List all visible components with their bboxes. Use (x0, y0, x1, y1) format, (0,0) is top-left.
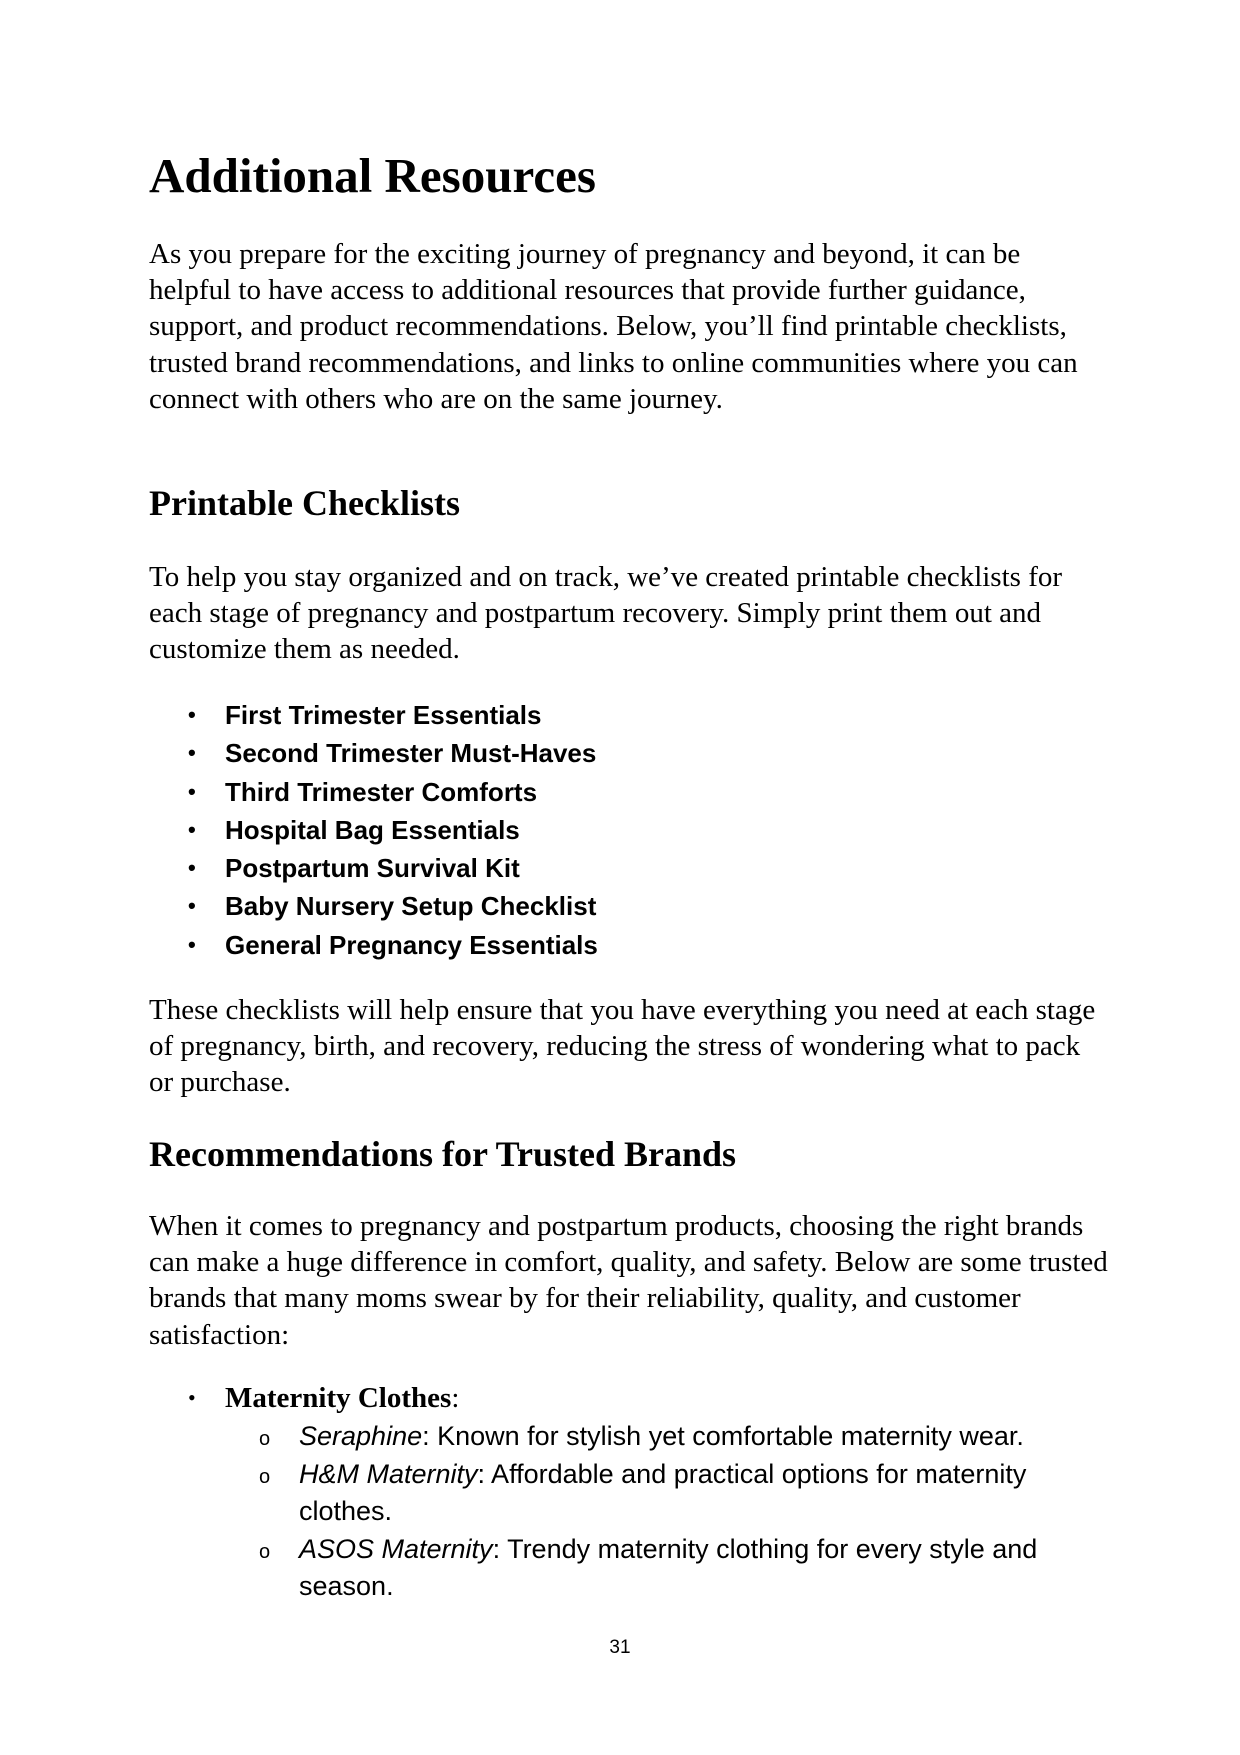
brand-list (149, 1380, 1109, 1606)
brand-item (149, 1418, 1089, 1456)
brand-category-separator: : (451, 1382, 460, 1414)
list-item (149, 773, 598, 811)
bullet-icon: • (188, 816, 196, 842)
brand-item (149, 1531, 1089, 1606)
list-item (149, 926, 598, 964)
circle-bullet-icon: o (259, 1428, 271, 1450)
checklist-item-label: Third Trimester Comforts (225, 776, 538, 807)
page-title: Additional Resources (149, 148, 596, 203)
list-item (149, 887, 598, 925)
checklist-item-label: General Pregnancy Essentials (225, 929, 598, 960)
bullet-icon: • (188, 931, 196, 957)
brand-name: ASOS Maternity (299, 1533, 493, 1564)
checklists-outro-paragraph: These checklists will help ensure that you have everything you need at each stage of pregnancy, birth, and recovery, reducing the stress of wondering what to pack or purchase. (149, 994, 1096, 1099)
brand-category (149, 1380, 1109, 1416)
bullet-icon: • (188, 1385, 196, 1410)
brand-category-name: Maternity Clothes (225, 1382, 452, 1414)
bullet-icon: • (188, 702, 196, 727)
list-item (149, 849, 598, 887)
checklists-heading: Printable Checklists (149, 483, 460, 523)
bullet-icon: • (188, 740, 196, 766)
brand-description: : Trendy maternity clothing for every style and season. (299, 1533, 1038, 1601)
brands-intro-paragraph: When it comes to pregnancy and postpartum products, choosing the right brands can make a huge difference in comfort, quality, and safety. Below are some trusted brands that many moms swear by for their reliability, quality, and customer satisfaction: (149, 1210, 1108, 1351)
checklist-item-label: Hospital Bag Essentials (225, 814, 520, 845)
checklist-item-label: First Trimester Essentials (225, 700, 542, 730)
checklists-intro-paragraph: To help you stay organized and on track, we’ve created printable checklists for each stage of pregnancy and postpartum recovery. Simply print them out and customize them as needed. (149, 561, 1063, 666)
brand-name: H&M Maternity (299, 1458, 478, 1489)
bullet-icon: • (188, 893, 196, 919)
list-item (149, 734, 598, 772)
intro-paragraph: As you prepare for the exciting journey of pregnancy and beyond, it can be helpful to have access to additional resources that provide further guidance, support, and product recommendations. Below, you’ll find printable checklists, trusted brand recommendations, and links to online communities where you can connect with others who are on the same journey. (149, 238, 1078, 415)
checklist-item-label: Baby Nursery Setup Checklist (225, 891, 597, 922)
page-number: 31 (609, 1637, 631, 1658)
brand-name: Seraphine (299, 1421, 423, 1451)
bullet-icon: • (188, 778, 196, 804)
brand-item (149, 1456, 1089, 1531)
brands-heading: Recommendations for Trusted Brands (149, 1134, 737, 1174)
brand-description: : Affordable and practical options for maternity clothes. (299, 1458, 1027, 1526)
checklist-item-label: Postpartum Survival Kit (225, 853, 520, 884)
brand-description: : Known for stylish yet comfortable maternity wear. (422, 1421, 1024, 1451)
list-item (149, 811, 598, 849)
bullet-icon: • (188, 855, 196, 881)
checklist-list (149, 696, 598, 964)
circle-bullet-icon: o (259, 1465, 271, 1488)
checklist-item-label: Second Trimester Must-Haves (225, 738, 597, 769)
circle-bullet-icon: o (259, 1540, 271, 1563)
brand-sublist (149, 1418, 1109, 1606)
list-item (149, 696, 598, 734)
